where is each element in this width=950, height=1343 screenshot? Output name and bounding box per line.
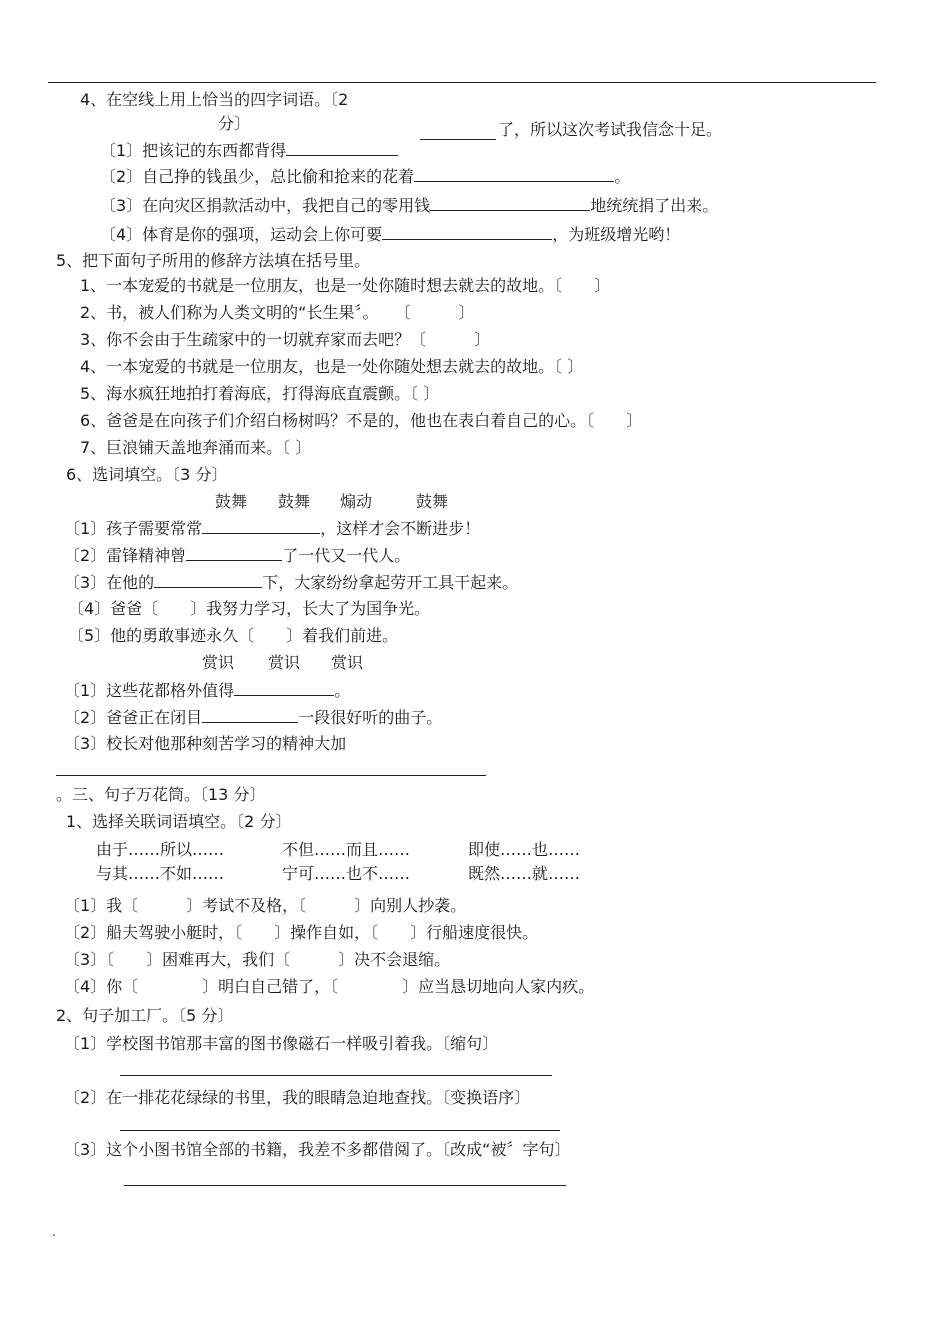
s3-q2-title: 2、句子加工厂。〔5 分〕 xyxy=(56,1006,234,1025)
q4-item-3: 〔3〕在向灾区捐款活动中，我把自己的零用钱 地统统捐了出来。 xyxy=(100,196,719,215)
q5-item-7: 7、巨浪铺天盖地奔涌而来。〔 〕 xyxy=(80,438,312,457)
q6-item-1: 〔1〕孩子需要常常 ，这样才会不断进步！ xyxy=(64,519,481,538)
q4-blank-2[interactable] xyxy=(414,166,614,182)
q6-item-2: 〔2〕雷锋精神曾 了一代又一代人。 xyxy=(64,546,411,565)
q4-item-1: 〔1〕把该记的东西都背得 xyxy=(100,140,398,161)
q5-item-3: 3、你不会由于生疏家中的一切就弃家而去吧？〔 〕 xyxy=(80,330,491,349)
q6-blank2-1[interactable] xyxy=(234,680,334,696)
q6-item-5: 〔5〕他的勇敢事迹永久〔 〕着我们前进。 xyxy=(68,626,399,645)
q6-item2-2: 〔2〕爸爸正在闭目 一段很好听的曲子。 xyxy=(64,708,443,727)
s3-title: 。三、句子万花筒。〔13 分〕 xyxy=(56,785,266,804)
footer-mark: . xyxy=(52,1225,56,1239)
q5-title: 5、把下面句子所用的修辞方法填在括号里。 xyxy=(56,251,371,270)
q6-item-4: 〔4〕爸爸〔 〕我努力学习，长大了为国争光。 xyxy=(68,599,431,618)
q6-word2-1: 赏识 xyxy=(202,653,235,672)
conj-1-2: 不但……而且…… xyxy=(282,840,411,859)
q5-item-4: 4、一本宠爱的书就是一位朋友，也是一处你随处想去就去的故地。〔 〕 xyxy=(80,357,584,376)
s3-item-3: 〔3〕〔 〕困难再大，我们〔 〕决不会退缩。 xyxy=(64,950,451,969)
q6-word-4: 鼓舞 xyxy=(416,492,449,511)
q6-word2-2: 赏识 xyxy=(268,653,301,672)
q4-blank-4[interactable] xyxy=(382,224,552,240)
q4-title-cont: 分〕 xyxy=(218,114,251,133)
q4-title: 4、在空线上用上恰当的四字词语。〔2 xyxy=(80,90,349,109)
q6-blank-3[interactable] xyxy=(154,572,262,588)
s3-q2-answer-3[interactable] xyxy=(124,1185,566,1186)
conj-2-3: 既然……就…… xyxy=(468,864,581,883)
s3-item-1: 〔1〕我〔 〕考试不及格，〔 〕向别人抄袭。 xyxy=(64,896,467,915)
s3-q2-item-1: 〔1〕学校图书馆那丰富的图书像磁石一样吸引着我。〔缩句〕 xyxy=(64,1034,499,1053)
top-rule xyxy=(48,82,876,83)
s3-q1-title: 1、选择关联词语填空。〔2 分〕 xyxy=(66,812,292,831)
q4-item-2: 〔2〕自己挣的钱虽少，总比偷和抢来的花着 。 xyxy=(100,167,631,186)
conj-2-1: 与其……不如…… xyxy=(96,864,225,883)
q5-item-5: 5、海水疯狂地拍打着海底，打得海底直震颤。〔 〕 xyxy=(80,384,440,403)
q6-blank-1[interactable] xyxy=(202,518,320,534)
s3-item-4: 〔4〕你〔 〕明白自己错了，〔 〕应当恳切地向人家内疚。 xyxy=(64,977,595,996)
s3-q2-item-2: 〔2〕在一排花花绿绿的书里，我的眼睛急迫地查找。〔变换语序〕 xyxy=(64,1088,531,1107)
q4-blank-1b[interactable] xyxy=(420,124,496,140)
q4-end-1: 了，所以这次考试我信念十足。 xyxy=(498,120,723,139)
s3-q2-answer-1[interactable] xyxy=(120,1075,552,1076)
q6-answer-line[interactable] xyxy=(56,775,486,776)
q6-blank2-2[interactable] xyxy=(202,707,298,723)
conj-1-3: 即使……也…… xyxy=(468,840,581,859)
q6-item-3: 〔3〕在他的 下，大家纷纷拿起劳开工具干起来。 xyxy=(64,573,519,592)
conj-2-2: 宁可……也不…… xyxy=(282,864,411,883)
q4-blank-1a[interactable] xyxy=(286,140,398,156)
q6-title: 6、选词填空。〔3 分〕 xyxy=(66,465,228,484)
q6-word2-3: 赏识 xyxy=(331,653,364,672)
q4-item-4: 〔4〕体育是你的强项，运动会上你可要 ，为班级增光哟！ xyxy=(100,225,681,244)
q5-item-1: 1、一本宠爱的书就是一位朋友，也是一处你随时想去就去的故地。〔 〕 xyxy=(80,276,611,295)
q6-blank-2[interactable] xyxy=(186,545,282,561)
q6-word-3: 煽动 xyxy=(340,492,373,511)
s3-item-2: 〔2〕船夫驾驶小艇时，〔 〕操作自如，〔 〕行船速度很快。 xyxy=(64,923,539,942)
q6-item2-1: 〔1〕这些花都格外值得 。 xyxy=(64,681,351,700)
q5-item-6: 6、爸爸是在向孩子们介绍白杨树吗？不是的，他也在表白着自己的心。〔 〕 xyxy=(80,411,643,430)
q4-blank-3[interactable] xyxy=(430,195,590,211)
q5-item-2: 2、书，被人们称为人类文明的“长生果〞。 〔 〕 xyxy=(80,303,475,322)
conj-1-1: 由于……所以…… xyxy=(96,840,225,859)
q6-item2-3: 〔3〕校长对他那种刻苦学习的精神大加 xyxy=(64,734,347,753)
s3-q2-item-3: 〔3〕这个小图书馆全部的书籍，我差不多都借阅了。〔改成“被〞字句〕 xyxy=(64,1140,571,1159)
s3-q2-answer-2[interactable] xyxy=(120,1130,560,1131)
q6-word-2: 鼓舞 xyxy=(278,492,311,511)
q6-word-1: 鼓舞 xyxy=(215,492,248,511)
